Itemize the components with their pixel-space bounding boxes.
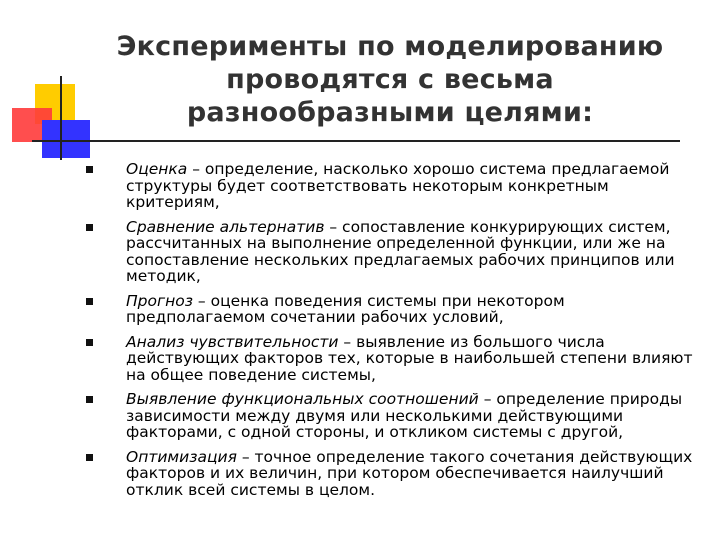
list-item — [86, 219, 706, 285]
slide-title: Эксперименты по моделированию проводятся с весьма разнообразными целями: — [116, 31, 664, 128]
square-bullet-icon — [86, 166, 93, 173]
list-item — [86, 449, 706, 499]
item-term: Оценка — [126, 160, 188, 178]
item-text: – сопоставление конкурирующих систем, рассчитанных на выполнение определенной функции, или же на сопоставление нескольких предлагаемых рабочих принципов или методик, — [126, 217, 675, 285]
square-bullet-icon — [86, 396, 93, 403]
bullet-list — [86, 161, 706, 506]
item-term: Анализ чувствительности — [126, 332, 339, 351]
square-bullet-icon — [86, 339, 93, 346]
list-item — [86, 161, 706, 211]
item-term: Выявление функциональных соотношений — [126, 390, 479, 408]
item-text: – выявление из большого числа действующих факторов тех, которые в наибольшей степени влияют на общее поведение системы, — [126, 332, 693, 384]
square-bullet-icon — [86, 298, 93, 305]
decor-vertical-line — [60, 76, 62, 160]
item-term: Прогноз — [126, 291, 193, 310]
square-bullet-icon — [86, 224, 93, 231]
list-item — [86, 293, 706, 326]
item-term: Сравнение альтернатив — [126, 217, 325, 236]
item-text: – определение, насколько хорошо система предлагаемой структуры будет соответствовать некоторым конкретным критериям, — [126, 160, 670, 211]
list-item — [86, 334, 706, 384]
decor-blue-square — [42, 120, 90, 158]
list-item — [86, 391, 706, 441]
title-divider-line — [32, 140, 680, 142]
item-term: Оптимизация — [126, 447, 237, 466]
square-bullet-icon — [86, 454, 93, 461]
item-text: – точное определение такого сочетания действующих факторов и их величин, при котором обеспечивается наилучший отклик всей системы в целом. — [126, 447, 693, 499]
item-text: – оценка поведения системы при некотором предполагаемом сочетании рабочих условий, — [126, 291, 565, 326]
item-text: – определение природы зависимости между двумя или несколькими действующими факторами, с одной стороны, и откликом системы с другой, — [126, 390, 683, 441]
